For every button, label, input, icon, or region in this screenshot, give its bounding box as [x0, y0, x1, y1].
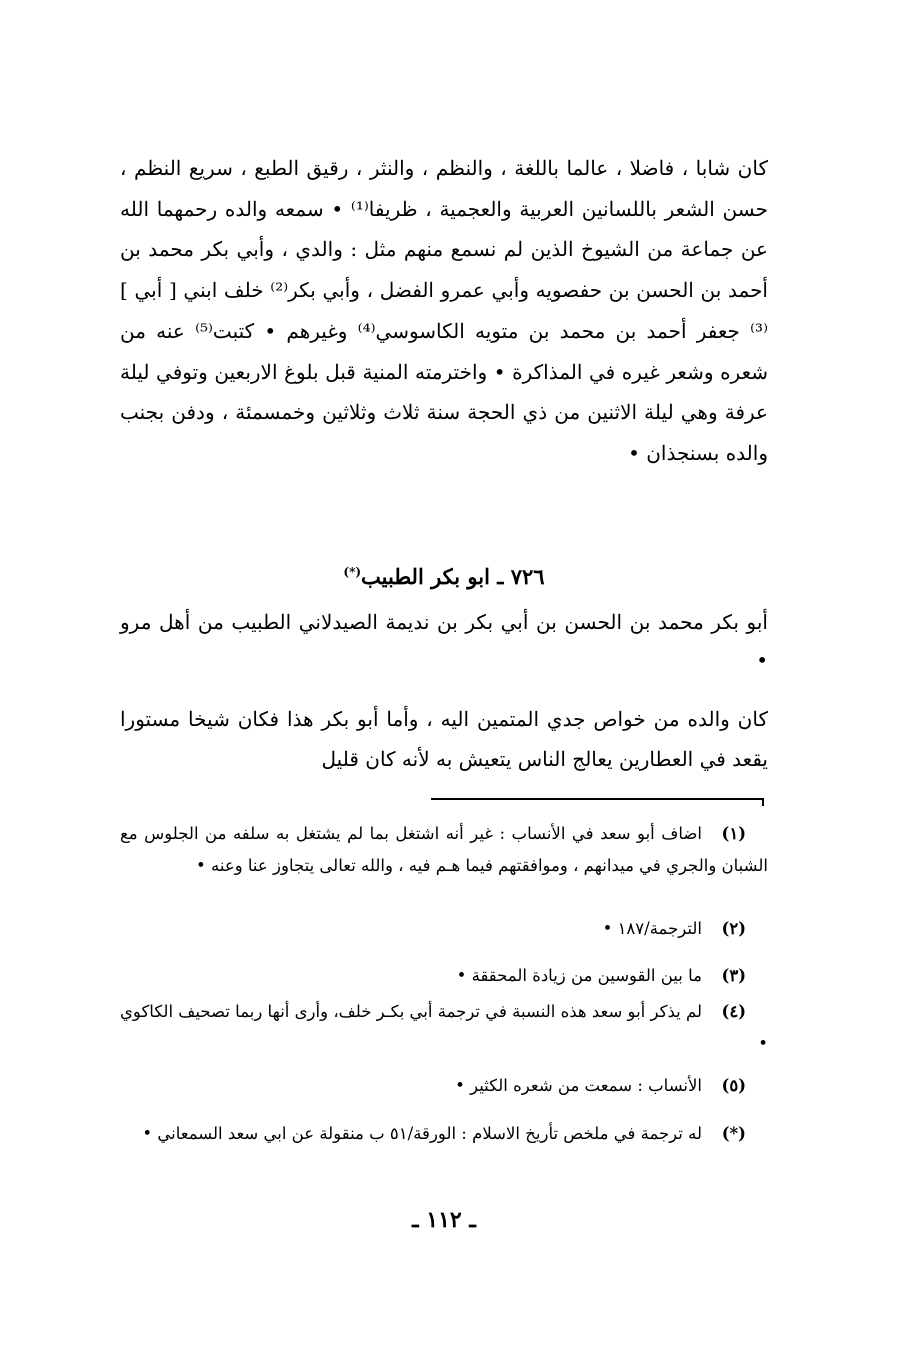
footnote-2 — [120, 913, 768, 945]
footnote-1-text: اضاف أبو سعد في الأنساب : غير أنه اشتغل بما لم يشتغل به سلفه من الجلوس مع الشبان والجري في ميدانهم ، وموافقتهم فيما هـم فيه ، والله تعالى يتجاوز عنا وعنه • — [120, 824, 768, 875]
biography-paragraph: كان شابا ، فاضلا ، عالما باللغة ، والنظم ، والنثر ، رقيق الطبع ، سريع النظم ، حسن الشعر باللسانين العربية والعجمية ، ظريفا⁽¹⁾ • سمعه والده رحمهما الله عن جماعة من الشيوخ الذين لم نسمع منهم مثل : والدي ، وأبي بكر محمد بن أحمد بن الحسن بن حفصويه وأبي عمرو الفضل ، وأبي بكر⁽²⁾ خلف ابني [ أبي ]⁽³⁾ جعفر أحمد بن محمد بن متويه الكاسوسي⁽⁴⁾ وغيرهم • كتبت⁽⁵⁾ عنه من شعره وشعر غيره في المذاكرة • واخترمته المنية قبل بلوغ الاربعين وتوفي ليلة عرفة وهي ليلة الاثنين من ذي الحجة سنة ثلاث وثلاثين وخمسمئة ، ودفن بجنب والده بسنجذان • — [120, 156, 768, 465]
entry-paragraph-name: أبو بكر محمد بن الحسن بن أبي بكر بن نديمة الصيدلاني الطبيب من أهل مرو • — [120, 610, 768, 672]
footnote-5-number: (٥) — [721, 1076, 746, 1095]
footnote-1 — [120, 818, 768, 882]
entry-heading-note-marker: (*) — [343, 565, 362, 579]
entry-heading — [120, 554, 768, 595]
footnote-4-number: (٤) — [721, 1002, 746, 1021]
footnote-3-text: ما بين القوسين من زيادة المحققة • — [456, 966, 702, 985]
footnote-2-number: (٢) — [721, 919, 746, 938]
page-number: ـ ١١٢ ـ — [412, 1207, 476, 1233]
footnote-5-text: الأنساب : سمعت من شعره الكثير • — [455, 1076, 702, 1095]
entry-heading-title: ٧٢٦ ـ ابو بكر الطبيب — [361, 564, 545, 589]
footnote-divider — [431, 798, 764, 800]
footnote-2-text: الترجمة/١٨٧ • — [602, 919, 702, 938]
entry-paragraph-body: كان والده من خواص جدي المتمين اليه ، وأما أبو بكر هذا فكان شيخا مستورا يقعد في العطارين يعالج الناس يتعيش به لأنه كان قليل — [120, 707, 768, 771]
footnote-star — [120, 1118, 768, 1150]
footnote-star-text: له ترجمة في ملخص تأريخ الاسلام : الورقة/٥١ ب منقولة عن ابي سعد السمعاني • — [142, 1124, 702, 1143]
footnote-1-number: (١) — [721, 824, 746, 843]
footnote-4-text: لم يذكر أبو سعد هذه النسبة في ترجمة أبي بكـر خلف، وأرى أنها ربما تصحيف الكاكوي • — [120, 1002, 768, 1053]
footnote-4 — [120, 996, 768, 1060]
footnote-star-number: (*) — [721, 1124, 746, 1143]
footnote-5 — [120, 1070, 768, 1102]
footnote-3 — [120, 960, 768, 992]
footnote-3-number: (٣) — [721, 966, 746, 985]
